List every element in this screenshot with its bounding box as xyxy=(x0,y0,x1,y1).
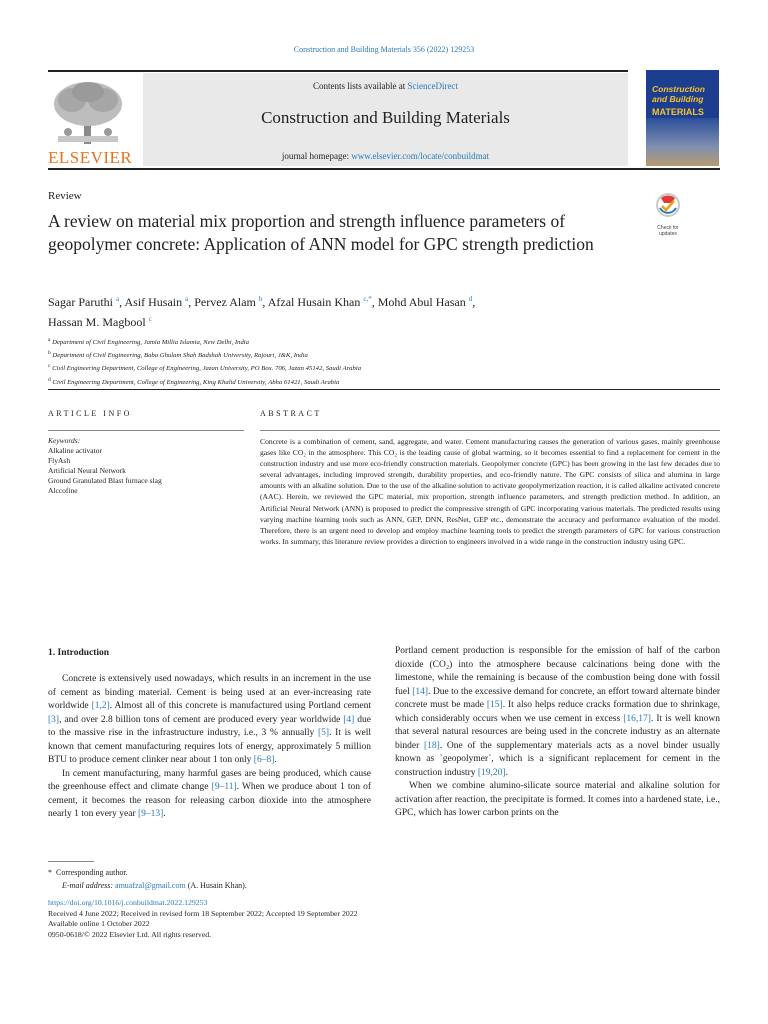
author-name[interactable]: Afzal Husain Khan xyxy=(267,295,361,309)
check-updates-line-2: updates xyxy=(659,231,677,237)
affiliation-item: $^a$ Department of Civil Engineering, Jamia Millia Islamia, New Delhi, India xyxy=(48,337,250,347)
author-name[interactable]: Pervez Alam xyxy=(194,295,256,309)
author-name[interactable]: Mohd Abul Hasan xyxy=(377,295,466,309)
author-list: Sagar Paruthi $^a$, Asif Husain $^a$, Pervez Alam $^b$, Afzal Husain Khan $^{c,*}$, Mohd Abul Hasan $^d$, Hassan M. Magbool $^c$ xyxy=(48,295,476,329)
citation-link[interactable]: [9–13] xyxy=(137,809,164,819)
article-info-heading: ARTICLE INFO xyxy=(48,409,132,418)
keyword-item: FlyAsh xyxy=(48,456,71,465)
keyword-item: Ground Granulated Blast furnace slag xyxy=(48,476,162,485)
citation-link[interactable]: [4] xyxy=(343,714,355,725)
citation-link[interactable]: [15] xyxy=(486,700,503,710)
abstract-rule xyxy=(260,430,720,431)
doi-link[interactable]: https://doi.org/10.1016/j.conbuildmat.2022.129253 xyxy=(48,898,208,907)
author-name[interactable]: Sagar Paruthi xyxy=(48,295,113,309)
article-info-top-rule xyxy=(48,389,720,390)
cover-line-2: and Building xyxy=(652,94,704,104)
affiliation-item: $^c$ Civil Engineering Department, College of Engineering, Jazan University, PO Box. 706, Jazan 45142, Saudi Arabia xyxy=(48,363,362,373)
cover-line-3: MATERIALS xyxy=(652,107,704,117)
body-column-left xyxy=(48,673,371,822)
keyword-item: Alccofine xyxy=(48,486,78,495)
journal-cover-image[interactable] xyxy=(646,70,719,166)
body-column-right xyxy=(395,645,720,821)
citation-link[interactable]: [3] xyxy=(48,714,60,725)
article-type-label: Review xyxy=(48,190,82,202)
author-affil-sup[interactable]: c,* xyxy=(363,295,372,303)
paragraph: Concrete is extensively used nowadays, which results in an increment in the use of cement as binding material. Cement is being used at an ever-increasing rate worldwide [1,2]. Almost all of this concrete is manufactured using Portland cement [3], and over 2.8 billion tons of cement are produced every year worldwide [4] due to the massive rise in the infrastructure industry, i.e., 3 % annually [5]. It is well known that cement manufacturing requires lots of energy, approximately 5 million BTU to produce cement clinker near about 1 ton only [6–8]. xyxy=(48,674,371,765)
paragraph: In cement manufacturing, many harmful gases are being produced, which cause the greenhouse effect and climate change [9–11]. When we produce about 1 ton of cement, it becomes the reason for releasing carbon dioxide into the atmosphere nearly 1 ton every year [9–13]. xyxy=(48,768,371,819)
author-affil-sup[interactable]: c xyxy=(148,315,152,323)
citation-link[interactable]: [19,20] xyxy=(477,767,506,778)
author-affil-sup[interactable]: b xyxy=(258,295,263,303)
cover-photo xyxy=(646,118,719,166)
citation-link[interactable]: [5] xyxy=(317,728,330,738)
affiliation-item: $^b$ Department of Civil Engineering, Baba Ghulam Shah Badshah University, Rajouri, J&K, India xyxy=(48,350,308,360)
footnote-rule xyxy=(48,861,94,862)
header-bottom-rule xyxy=(48,168,720,170)
citation-link[interactable]: [16,17] xyxy=(623,713,651,724)
elsevier-tree-logo-icon xyxy=(48,78,128,148)
author-email-link[interactable]: amuafzal@gmail.com xyxy=(115,881,186,890)
keywords-label: Keywords: xyxy=(48,436,81,445)
paragraph: When we combine alumino-silicate source material and alkaline solution for activation after reaction, the precipitate is formed. It comes into a hardened state, i.e., GPC, which has lower carbon prints on the xyxy=(395,781,720,818)
author-name[interactable]: Asif Husain xyxy=(124,295,183,309)
journal-homepage-line: journal homepage: www.elsevier.com/locate/conbuildmat xyxy=(281,151,490,161)
keywords-block xyxy=(48,436,162,496)
abstract-heading: ABSTRACT xyxy=(260,409,322,418)
paragraph: Portland cement production is responsible for the emission of half of the carbon dioxide (CO₂) into the atmosphere because calcinations being done with the limestone, while the remaining is because of the combustion being done with fossil fuel [14]. Due to the excessive demand for concrete, an effort toward alternate binder concrete must be made [15]. It also helps reduce cracks formation due to shrinkage, which considerably occurs when we use cement in excess [16,17]. It is well known that several natural resources are being used in the concrete industry as an alternate binder [18]. One of the supplementary materials acts as a novel binder usually known as `geopolymer`, which is a significant replacement for cement in the construction industry [19,20]. xyxy=(395,646,721,778)
author-affil-sup[interactable]: d xyxy=(468,295,473,303)
journal-banner xyxy=(143,73,628,166)
citation-link[interactable]: [6–8] xyxy=(253,755,275,765)
journal-homepage-link[interactable]: www.elsevier.com/locate/conbuildmat xyxy=(351,151,490,161)
footnote-symbol: * xyxy=(48,868,52,877)
introduction-heading: 1. Introduction xyxy=(48,648,110,658)
journal-title: Construction and Building Materials xyxy=(261,108,510,127)
received-dates: Received 4 June 2022; Received in revised form 18 September 2022; Accepted 19 September 2022 xyxy=(48,908,358,918)
citation-link[interactable]: [9–11] xyxy=(211,782,237,792)
copyright: 0950-0618/© 2022 Elsevier Ltd. All rights reserved. xyxy=(48,929,212,939)
check-for-updates-button[interactable] xyxy=(648,192,688,237)
citation-link[interactable]: [14] xyxy=(412,686,429,697)
article-title: A review on material mix proportion and strength influence parameters of geopolymer concrete: Application of ANN model for GPC strength prediction xyxy=(48,211,594,254)
elsevier-wordmark: ELSEVIER xyxy=(48,148,133,167)
keyword-item: Alkaline activator xyxy=(48,446,102,455)
article-info-rule xyxy=(48,430,244,431)
author-name[interactable]: Hassan M. Magbool xyxy=(48,315,146,329)
affiliation-list xyxy=(48,335,688,388)
keyword-item: Artificial Neural Network xyxy=(48,466,126,475)
article-metadata xyxy=(48,898,358,940)
author-affil-sup[interactable]: a xyxy=(116,295,120,303)
header-top-rule xyxy=(48,70,628,72)
author-affil-sup[interactable]: a xyxy=(185,295,189,303)
citation-link[interactable]: [18] xyxy=(424,740,440,751)
affiliation-item: $^d$ Civil Engineering Department, College of Engineering, King Khalid University, Abha 61421, Saudi Arabia xyxy=(48,376,340,386)
abstract-text: Concrete is a combination of cement, sand, aggregate, and water. Cement manufacturing causes the generation of various gases, mainly greenhouse gases like CO₂ in the atmosphere. This CO₂ is the leading cause of global warming, so it becomes essential to find a replacement for cement in the construction industry and use more eco-friendly construction materials. Geopolymer concrete (GPC) has been growing in the last few decades due to several advantages, including improved strength, durability properties, and eco-friendly nature. The GPC consists of silica and alumina in large amounts with an alkaline solution. Due to the use of the alkaline solution to activate geopolymerization reaction, it is called alkaline activated concrete (AAC). Herein, we reviewed the GPC material, mix proportion, strength influence parameters, and strength prediction method. In addition, an Artificial Neural Network (ANN) is proposed to predict the compressive strength of GPC incorporating various materials. The predicted results using varying machine learning tools such as ANN, GEP, DNN, ResNet, GEP etc., demonstrate the accuracy and performance evaluation of the model. Therefore, there is an urgent need to develop and employ machine learning tools to predict the strength parameters of GPC for various construction works. In summary, this literature review provides a direction to engineers involved in a wide range in the construction industry using GPC. xyxy=(260,437,720,546)
sciencedirect-link[interactable]: ScienceDirect xyxy=(407,81,458,91)
corresponding-author-footnote: * Corresponding author. E-mail address: amuafzal@gmail.com (A. Husain Khan). xyxy=(48,868,247,890)
cover-line-1: Construction xyxy=(652,84,705,94)
available-online: Available online 1 October 2022 xyxy=(48,919,150,929)
contents-line: Contents lists available at ScienceDirect xyxy=(313,81,458,91)
check-updates-line-1: Check for xyxy=(657,225,679,231)
check-for-updates-icon xyxy=(648,192,688,220)
citation-link[interactable]: [1,2] xyxy=(91,701,110,711)
journal-reference-link[interactable]: Construction and Building Materials 356 (2022) 129253 xyxy=(293,45,475,54)
